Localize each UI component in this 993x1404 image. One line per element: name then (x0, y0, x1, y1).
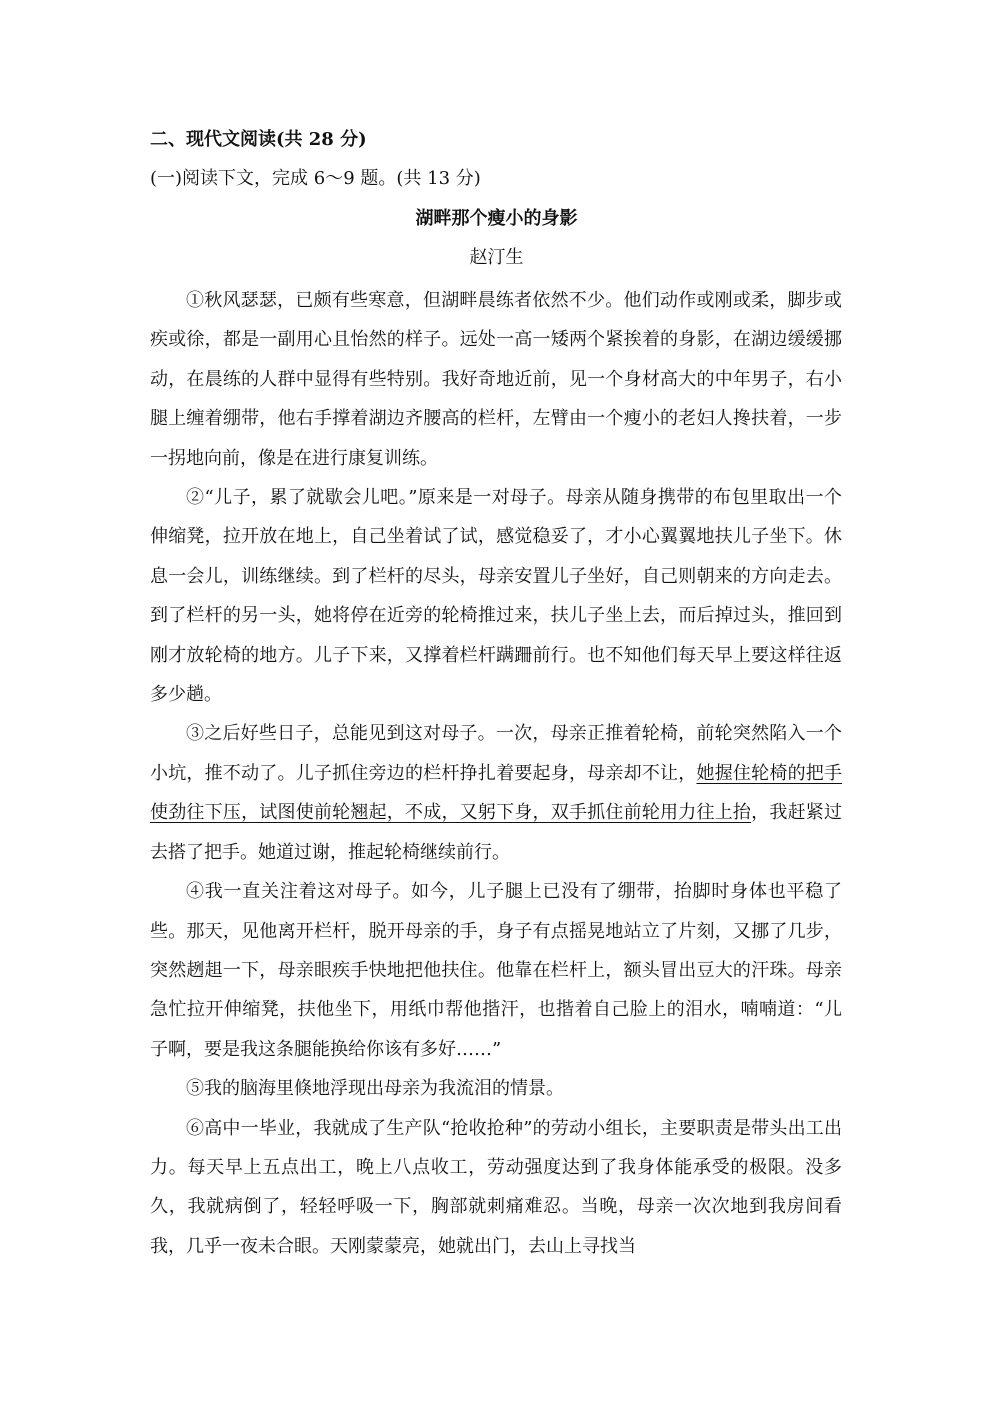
paragraph-2: ②“儿子，累了就歇会儿吧。”原来是一对母子。母亲从随身携带的布包里取出一个伸缩凳，拉开放在地上，自己坐着试了试，感觉稳妥了，才小心翼翼地扶儿子坐下。休息一会儿，训练继续。到了栏杆的尽头，母亲安置儿子坐好，自己则朝来的方向走去。到了栏杆的另一头，她将停在近旁的轮椅推过来，扶儿子坐上去，而后掉过头，推回到刚才放轮椅的地方。儿子下来，又撑着栏杆蹒跚前行。也不知他们每天早上要这样往返多少趟。 (150, 487, 842, 706)
paragraph-3 (150, 714, 842, 872)
section-heading: 二、现代文阅读(共 28 分) (150, 129, 367, 150)
paragraph-3-text-before: ③之后好些日子，总能见到这对母子。一次，母亲正推着轮椅，前轮突然陷入一个小坑，推不动了。儿子抓住旁边的栏杆挣扎着要起身，母亲却不让， (150, 723, 842, 784)
underlined-sentence: 她握住轮椅的把手使劲往下压，试图使前轮翘起，不成，又躬下身，双手抓住前轮用力往上抬 (150, 762, 842, 824)
paragraph-4: ④我一直关注着这对母子。如今，儿子腿上已没有了绷带，抬脚时身体也平稳了些。那天，见他离开栏杆，脱开母亲的手，身子有点摇晃地站立了片刻，又挪了几步，突然趔趄一下，母亲眼疾手快地把他扶住。他靠在栏杆上，额头冒出豆大的汗珠。母亲急忙拉开伸缩凳，扶他坐下，用纸巾帮他揩汗，也揩着自己脸上的泪水，喃喃道：“儿子啊，要是我这条腿能换给你该有多好……” (150, 881, 842, 1060)
paragraph-6: ⑥高中一毕业，我就成了生产队“抢收抢种”的劳动小组长，主要职责是带头出工出力。每天早上五点出工，晚上八点收工，劳动强度达到了我身体能承受的极限。没多久，我就病倒了，轻轻呼吸一下，胸部就刺痛难忍。当晚，母亲一次次地到我房间看我，几乎一夜未合眼。天刚蒙蒙亮，她就出门，去山上寻找当 (150, 1117, 842, 1257)
article-body (150, 281, 842, 1266)
paragraph-3-text-after: ，我赶紧过去搭了把手。她道过谢，推起轮椅继续前行。 (150, 802, 843, 863)
paragraph-5: ⑤我的脑海里倏地浮现出母亲为我流泪的情景。 (186, 1078, 564, 1100)
reading-instruction: (一)阅读下文，完成 6～9 题。(共 13 分) (150, 168, 481, 189)
paragraph-1: ①秋风瑟瑟，已颇有些寒意，但湖畔晨练者依然不少。他们动作或刚或柔，脚步或疾或徐，都是一副用心且怡然的样子。远处一高一矮两个紧挨着的身影，在湖边缓缓挪动，在晨练的人群中显得有些特别。我好奇地近前，见一个身材高大的中年男子，右小腿上缠着绷带，他右手撑着湖边齐腰高的栏杆，左臂由一个瘦小的老妇人搀扶着，一步一拐地向前，像是在进行康复训练。 (150, 290, 842, 469)
article-title: 湖畔那个瘦小的身影 (415, 208, 578, 229)
article-author: 赵汀生 (469, 247, 524, 268)
